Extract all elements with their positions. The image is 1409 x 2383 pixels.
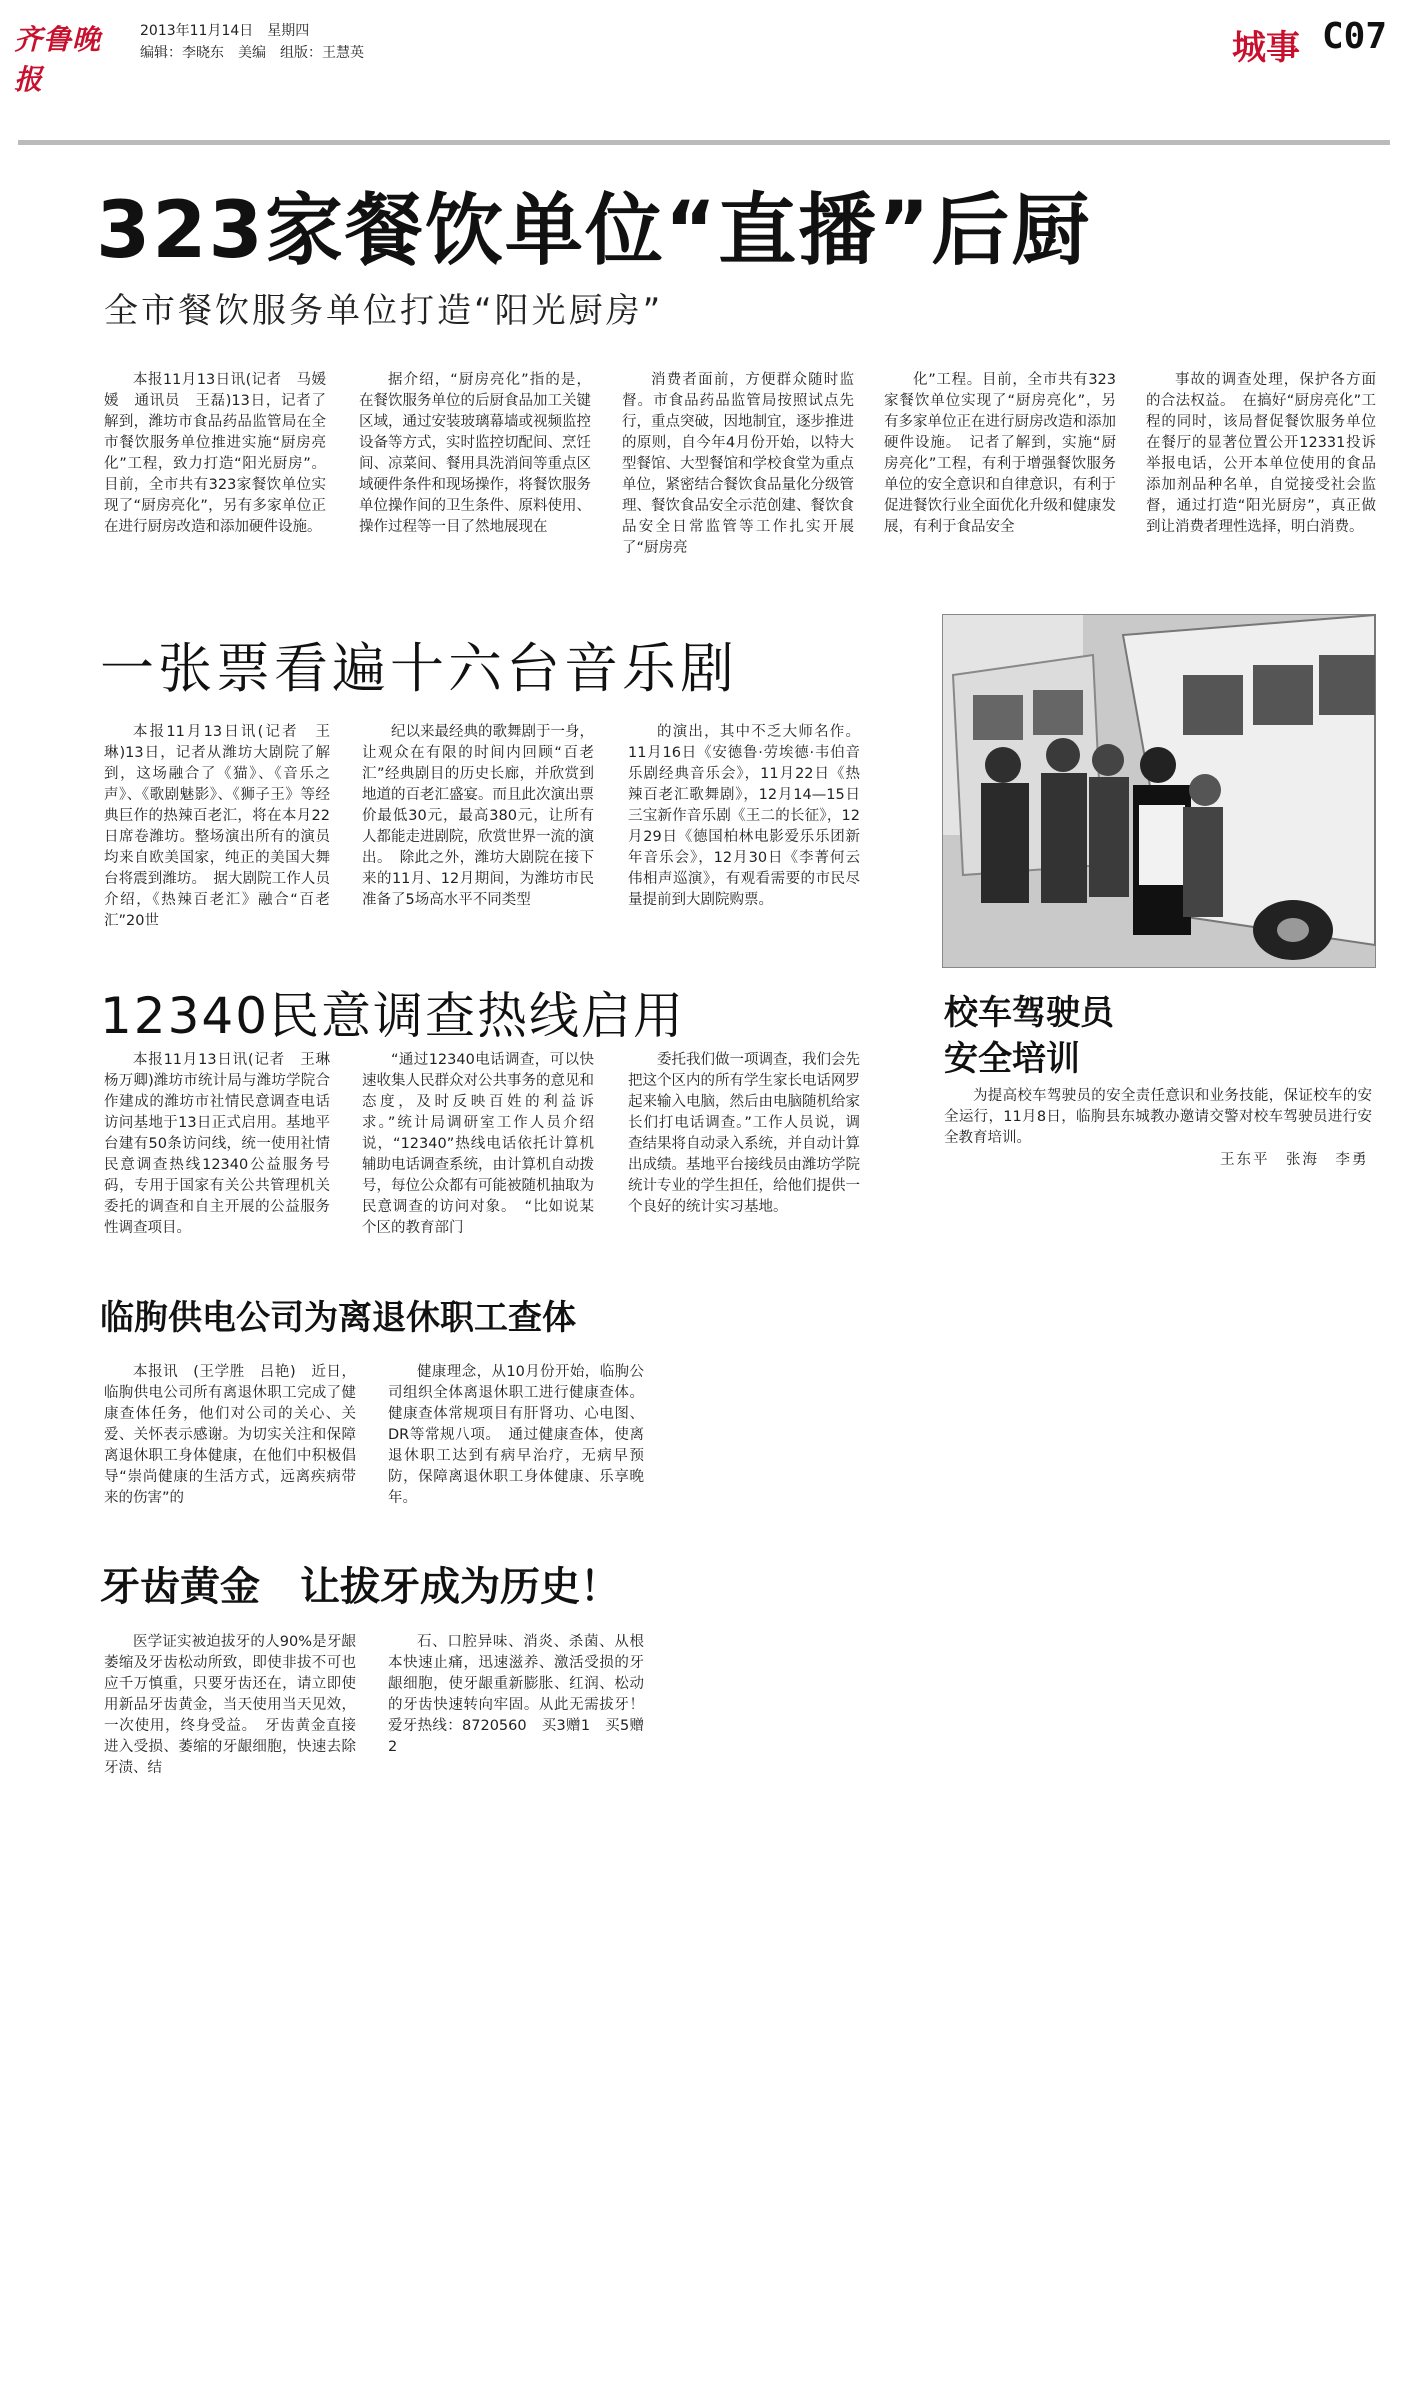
article3-column: “通过12340电话调查，可以快速收集人民群众对公共事务的意见和态度，及时反映百姓的利益诉求。”统计局调研室工作人员介绍说，“12340”热线电话依托计算机辅助电话调查系统，由计算机自动拨号，每位公众都有可能被随机抽取为民意调查的访问对象。 “比如说某个区的教育部门 xyxy=(362,1052,594,1236)
article1-subheadline: 全市餐饮服务单位打造“阳光厨房” xyxy=(104,291,664,331)
article3-headline: 12340民意调查热线启用 xyxy=(100,987,686,1045)
article1-column: 事故的调查处理，保护各方面的合法权益。 在搞好“厨房亮化”工程的同时，该局督促餐饮服务单位在餐厅的显著位置公开12331投诉举报电话，公开本单位使用的食品添加剂品种名单，自觉接受社会监督，通过打造“阳光厨房”，真正做到让消费者理性选择，明白消费。 xyxy=(1146,372,1376,535)
article4-headline: 临朐供电公司为离退休职工查体 xyxy=(100,1298,576,1338)
editor-line: 编辑：李晓东 美编 组版：王慧英 xyxy=(140,45,364,61)
article3-column: 本报11月13日讯(记者 王琳 杨万卿)潍坊市统计局与潍坊学院合作建成的潍坊市社情民意调查电话访问基地于13日正式启用。基地平台建有50条访问线，统一使用社情民意调查热线12340公益服务号码，专用于国家有关公共管理机关委托的调查和自主开展的公益服务性调查项目。 xyxy=(104,1052,345,1236)
date-line: 2013年11月14日 星期四 xyxy=(140,23,310,39)
article2-headline: 一张票看遍十六台音乐剧 xyxy=(100,637,738,700)
article4-column: 本报讯 (王学胜 吕艳) 近日，临朐供电公司所有离退休职工完成了健康查体任务，他们对公司的关心、关爱、关怀表示感谢。为切实关注和保障离退休职工身体健康，在他们中积极倡导“崇尚健康的生活方式，远离疾病带来的伤害”的 xyxy=(104,1364,356,1506)
photo-caption-title: 校车驾驶员 安全培训 xyxy=(944,993,1114,1079)
photo-illustration xyxy=(943,615,1375,967)
newspaper-logo: 齐鲁晚报 xyxy=(14,23,102,96)
article1-column: 化”工程。目前，全市共有323家餐饮单位实现了“厨房亮化”，另有多家单位正在进行厨房改造和添加硬件设施。 记者了解到，实施“厨房亮化”工程，有利于增强餐饮服务单位的安全意识和自律意识，有利于促进餐饮行业全面优化升级和健康发展，有利于食品安全 xyxy=(884,372,1116,535)
article2-column: 本报11月13日讯(记者 王琳)13日，记者从潍坊大剧院了解到，这场融合了《猫》、《音乐之声》、《歌剧魅影》、《狮子王》等经典巨作的热辣百老汇，将在本月22日席卷潍坊。整场演出所有的演员均来自欧美国家，纯正的美国大舞台将震到潍坊。 据大剧院工作人员介绍，《热辣百老汇》融合“百老汇”20世 xyxy=(104,724,330,929)
masthead-meta xyxy=(140,20,364,64)
article1-column: 据介绍，“厨房亮化”指的是，在餐饮服务单位的后厨食品加工关键区域，通过安装玻璃幕墙或视频监控设备等方式，实时监控切配间、烹饪间、凉菜间、餐用具洗消间等重点区域硬件条件和现场操作，将餐饮服务单位操作间的卫生条件、原料使用、操作过程等一目了然地展现在 xyxy=(359,372,591,535)
article4-column: 健康理念，从10月份开始，临朐公司组织全体离退休职工进行健康查体。健康查体常规项目有肝肾功、心电图、DR等常规八项。 通过健康查体，使离退休职工达到有病早治疗，无病早预防，保障离退休职工身体健康、乐享晚年。 xyxy=(388,1364,644,1506)
header-divider xyxy=(18,140,1390,145)
article1-column: 本报11月13日讯(记者 马媛媛 通讯员 王磊)13日，记者了解到，潍坊市食品药品监管局在全市餐饮服务单位推进实施“厨房亮化”工程，致力打造“阳光厨房”。目前，全市共有323家餐饮单位实现了“厨房亮化”，另有多家单位正在进行厨房改造和添加硬件设施。 xyxy=(104,372,326,535)
article1-headline: 323家餐饮单位“直播”后厨 xyxy=(96,186,1092,276)
photo-caption: 为提高校车驾驶员的安全责任意识和业务技能，保证校车的安全运行，11月8日，临朐县东城教办邀请交警对校车驾驶员进行安全教育培训。 xyxy=(944,1088,1372,1146)
page-number: C07 xyxy=(1322,16,1388,57)
school-bus-training-photo xyxy=(942,614,1376,968)
article3-column: 委托我们做一项调查，我们会先把这个区内的所有学生家长电话网罗起来输入电脑，然后由电脑随机给家长们打电话调查。”工作人员说，调查结果将自动录入系统，并自动计算出成绩。基地平台接线员由潍坊学院统计专业的学生担任，给他们提供一个良好的统计实习基地。 xyxy=(628,1052,860,1215)
article1-column: 消费者面前，方便群众随时监督。市食品药品监管局按照试点先行，重点突破，因地制宜，逐步推进的原则，自今年4月份开始，以特大型餐馆、大型餐馆和学校食堂为重点单位，紧密结合餐饮食品量化分级管理、餐饮食品安全示范创建、餐饮食品安全日常监管等工作扎实开展了“厨房亮 xyxy=(622,372,854,556)
photo-credit: 王东平 张海 李勇 xyxy=(1220,1152,1369,1168)
article2-column: 的演出，其中不乏大师名作。11月16日《安德鲁·劳埃德·韦伯音乐剧经典音乐会》，11月22日《热辣百老汇歌舞剧》，12月14—15日三宝新作音乐剧《王二的长征》，12月29日《德国柏林电影爱乐乐团新年音乐会》，12月30日《李菁何云伟相声巡演》，有观看需要的市民尽量提前到大剧院购票。 xyxy=(628,724,860,908)
article5-column: 石、口腔异味、消炎、杀菌、从根本快速止痛，迅速滋养、激活受损的牙龈细胞，使牙龈重新膨胀、红润、松动的牙齿快速转向牢固。从此无需拔牙！ 爱牙热线：8720560 买3赠1 买5赠2 xyxy=(388,1634,659,1755)
article5-column: 医学证实被迫拔牙的人90%是牙龈萎缩及牙齿松动所致，即使非拔不可也应千万慎重，只要牙齿还在，请立即使用新品牙齿黄金，当天使用当天见效，一次使用，终身受益。 牙齿黄金直接进入受损、萎缩的牙龈细胞，快速去除牙渍、结 xyxy=(104,1634,356,1776)
section-label: 城事 xyxy=(1232,28,1300,68)
article5-headline: 牙齿黄金 让拔牙成为历史！ xyxy=(100,1564,620,1610)
article2-column: 纪以来最经典的歌舞剧于一身，让观众在有限的时间内回顾“百老汇”经典剧目的历史长廊，并欣赏到地道的百老汇盛宴。而且此次演出票价最低30元，最高380元，让所有人都能走进剧院，欣赏世界一流的演出。 除此之外，潍坊大剧院在接下来的11月、12月期间，为潍坊市民准备了5场高水平不同类型 xyxy=(362,724,594,908)
